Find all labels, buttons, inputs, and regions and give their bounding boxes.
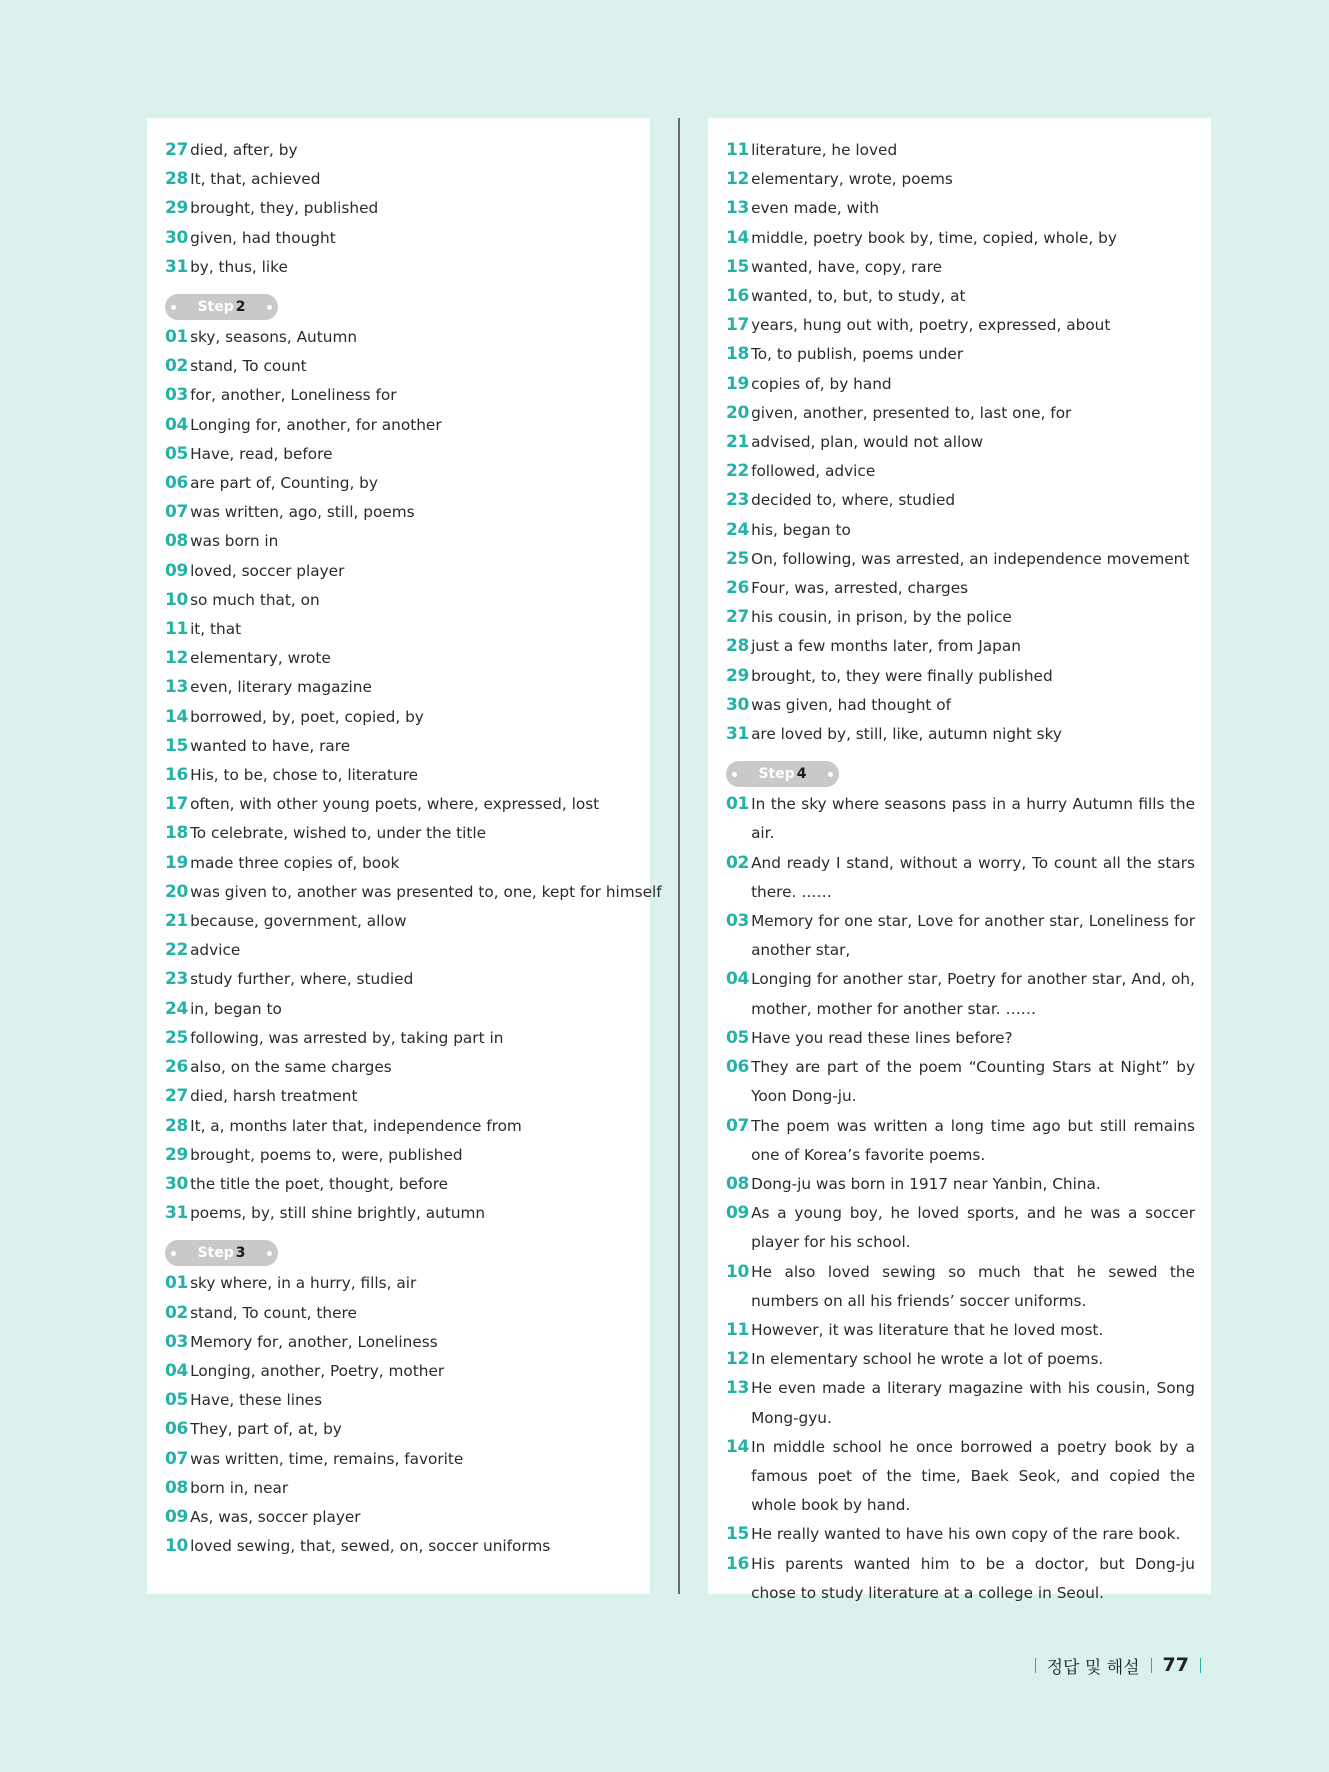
item-answer-text: was written, ago, still, poems bbox=[190, 503, 415, 522]
answer-item bbox=[726, 1053, 1195, 1111]
item-answer-text: elementary, wrote, poems bbox=[751, 170, 953, 189]
answer-item bbox=[726, 1550, 1195, 1608]
item-number: 26 bbox=[165, 1057, 189, 1078]
item-answer-text: To, to publish, poems under bbox=[751, 345, 964, 364]
item-answer-text: also, on the same charges bbox=[190, 1058, 392, 1077]
item-number: 06 bbox=[165, 1419, 189, 1440]
item-answer-text: study further, where, studied bbox=[190, 970, 414, 989]
item-number: 25 bbox=[165, 1027, 189, 1048]
answer-item bbox=[726, 457, 1195, 486]
item-number: 26 bbox=[726, 578, 750, 599]
item-answer-text: was given, had thought of bbox=[751, 695, 952, 714]
answer-item bbox=[165, 936, 632, 965]
item-number: 03 bbox=[726, 911, 750, 932]
item-answer-text: following, was arrested by, taking part in bbox=[190, 1028, 504, 1047]
item-number: 23 bbox=[726, 490, 750, 511]
item-answer-text: His, to be, chose to, literature bbox=[190, 766, 418, 785]
item-number: 14 bbox=[165, 706, 189, 727]
item-number: 15 bbox=[726, 256, 750, 277]
item-answer-text: the title the poet, thought, before bbox=[190, 1174, 449, 1193]
answer-item bbox=[165, 965, 632, 994]
item-number: 27 bbox=[726, 607, 750, 628]
item-number: 10 bbox=[165, 1536, 189, 1557]
item-number: 07 bbox=[726, 1115, 750, 1136]
item-number: 16 bbox=[726, 1553, 750, 1574]
answer-item bbox=[726, 1345, 1195, 1374]
item-number: 15 bbox=[165, 735, 189, 756]
answer-item bbox=[726, 194, 1195, 223]
item-answer-text: Have, these lines bbox=[190, 1391, 323, 1410]
item-answer-text: stand, To count bbox=[190, 357, 307, 376]
item-answer-text: Four, was, arrested, charges bbox=[751, 579, 969, 598]
item-answer-text: sky where, in a hurry, fills, air bbox=[190, 1274, 417, 1293]
item-number: 04 bbox=[165, 414, 189, 435]
answer-item bbox=[165, 1141, 632, 1170]
item-number: 08 bbox=[726, 1173, 750, 1194]
item-number: 18 bbox=[165, 823, 189, 844]
item-answer-text: The poem was written a long time ago but still remains one of Korea’s favorite poems. bbox=[751, 1116, 1195, 1164]
item-number: 09 bbox=[726, 1203, 750, 1224]
answer-item bbox=[165, 253, 632, 282]
item-number: 15 bbox=[726, 1524, 750, 1545]
answer-item bbox=[726, 311, 1195, 340]
item-number: 19 bbox=[165, 852, 189, 873]
answer-item bbox=[726, 1258, 1195, 1316]
item-number: 01 bbox=[726, 794, 750, 815]
answer-item bbox=[165, 1053, 632, 1082]
answer-item bbox=[165, 498, 632, 527]
item-number: 29 bbox=[726, 665, 750, 686]
answer-item bbox=[726, 632, 1195, 661]
answer-item bbox=[165, 1503, 632, 1532]
item-answer-text: because, government, allow bbox=[190, 912, 407, 931]
step3-list bbox=[165, 1269, 632, 1561]
item-number: 20 bbox=[726, 402, 750, 423]
item-number: 24 bbox=[726, 519, 750, 540]
item-answer-text: in, began to bbox=[190, 999, 282, 1018]
item-answer-text: followed, advice bbox=[751, 462, 876, 481]
footer-divider bbox=[1151, 1658, 1152, 1673]
item-answer-text: literature, he loved bbox=[751, 141, 898, 159]
answer-item bbox=[726, 224, 1195, 253]
item-answer-text: just a few months later, from Japan bbox=[751, 637, 1021, 656]
step3-badge bbox=[165, 1240, 278, 1266]
item-answer-text: even, literary magazine bbox=[190, 678, 372, 697]
item-number: 07 bbox=[165, 502, 189, 523]
item-answer-text: made three copies of, book bbox=[190, 853, 400, 872]
answer-item bbox=[165, 1445, 632, 1474]
item-number: 10 bbox=[165, 589, 189, 610]
item-number: 02 bbox=[165, 1302, 189, 1323]
item-answer-text: brought, they, published bbox=[190, 199, 379, 218]
answer-item bbox=[165, 1199, 632, 1228]
answer-item bbox=[726, 1316, 1195, 1345]
answer-item bbox=[726, 399, 1195, 428]
answer-item bbox=[165, 819, 632, 848]
item-answer-text: However, it was literature that he loved most. bbox=[751, 1320, 1104, 1339]
item-answer-text: It, that, achieved bbox=[190, 170, 321, 189]
item-number: 13 bbox=[726, 1378, 750, 1399]
item-answer-text: loved, soccer player bbox=[190, 561, 345, 580]
item-number: 21 bbox=[726, 432, 750, 453]
answer-item bbox=[165, 1532, 632, 1561]
answer-item bbox=[726, 370, 1195, 399]
answer-item bbox=[165, 673, 632, 702]
item-number: 16 bbox=[726, 286, 750, 307]
item-answer-text: are part of, Counting, by bbox=[190, 474, 378, 493]
item-number: 22 bbox=[726, 461, 750, 482]
item-number: 27 bbox=[165, 140, 189, 160]
answer-item bbox=[726, 662, 1195, 691]
item-number: 23 bbox=[165, 969, 189, 990]
answer-item bbox=[165, 352, 632, 381]
item-number: 14 bbox=[726, 227, 750, 248]
item-answer-text: are loved by, still, like, autumn night sky bbox=[751, 725, 1062, 744]
answer-item bbox=[165, 1170, 632, 1199]
step1-continued-list bbox=[165, 136, 632, 282]
item-answer-text: copies of, by hand bbox=[751, 374, 892, 393]
item-answer-text: his, began to bbox=[751, 520, 851, 539]
answer-item bbox=[165, 761, 632, 790]
item-answer-text: wanted, have, copy, rare bbox=[751, 257, 943, 276]
item-answer-text: To celebrate, wished to, under the title bbox=[190, 824, 487, 843]
answer-item bbox=[165, 1082, 632, 1111]
item-number: 01 bbox=[165, 1273, 189, 1294]
answer-item bbox=[165, 440, 632, 469]
answer-item bbox=[165, 381, 632, 410]
item-number: 05 bbox=[165, 1390, 189, 1411]
answer-item bbox=[165, 1357, 632, 1386]
item-answer-text: It, a, months later that, independence from bbox=[190, 1116, 522, 1135]
answer-item bbox=[165, 732, 632, 761]
item-number: 17 bbox=[165, 794, 189, 815]
step4-badge bbox=[726, 761, 839, 787]
item-number: 27 bbox=[165, 1086, 189, 1107]
answer-item bbox=[165, 323, 632, 352]
item-answer-text: As a young boy, he loved sports, and he was a soccer player for his school. bbox=[751, 1204, 1195, 1252]
answer-item bbox=[726, 720, 1195, 749]
answer-item bbox=[726, 136, 1195, 165]
item-answer-text: And ready I stand, without a worry, To count all the stars there. …… bbox=[751, 853, 1195, 901]
item-number: 30 bbox=[165, 227, 189, 248]
item-answer-text: was written, time, remains, favorite bbox=[190, 1449, 464, 1468]
answer-item bbox=[165, 849, 632, 878]
answer-item bbox=[726, 1199, 1195, 1257]
item-number: 18 bbox=[726, 344, 750, 365]
answer-item bbox=[165, 557, 632, 586]
item-number: 21 bbox=[165, 911, 189, 932]
answer-item bbox=[165, 165, 632, 194]
answer-item bbox=[165, 1386, 632, 1415]
item-number: 03 bbox=[165, 1331, 189, 1352]
item-answer-text: Dong-ju was born in 1917 near Yanbin, China. bbox=[751, 1174, 1101, 1193]
step-number: 3 bbox=[235, 1245, 246, 1262]
item-answer-text: loved sewing, that, sewed, on, soccer uniforms bbox=[190, 1537, 551, 1556]
answer-item bbox=[165, 224, 632, 253]
item-number: 25 bbox=[726, 548, 750, 569]
step-label: Step bbox=[758, 766, 795, 783]
answer-item bbox=[165, 907, 632, 936]
item-number: 06 bbox=[726, 1057, 750, 1078]
item-number: 28 bbox=[165, 169, 189, 190]
answer-item bbox=[726, 691, 1195, 720]
item-answer-text: wanted to have, rare bbox=[190, 736, 351, 755]
answer-item bbox=[726, 1170, 1195, 1199]
page-footer bbox=[1024, 1652, 1212, 1678]
item-number: 05 bbox=[726, 1027, 750, 1048]
item-number: 06 bbox=[165, 473, 189, 494]
item-number: 08 bbox=[165, 531, 189, 552]
item-answer-text: for, another, Loneliness for bbox=[190, 386, 397, 405]
answer-item bbox=[165, 586, 632, 615]
item-number: 29 bbox=[165, 1144, 189, 1165]
item-number: 10 bbox=[726, 1261, 750, 1282]
item-answer-text: by, thus, like bbox=[190, 257, 288, 276]
answer-item bbox=[726, 253, 1195, 282]
item-answer-text: They, part of, at, by bbox=[190, 1420, 342, 1439]
item-number: 12 bbox=[165, 648, 189, 669]
item-answer-text: so much that, on bbox=[190, 590, 320, 609]
item-number: 07 bbox=[165, 1448, 189, 1469]
footer-section-title: 정답 및 해설 bbox=[1046, 1657, 1140, 1678]
answer-item bbox=[726, 340, 1195, 369]
item-answer-text: He also loved sewing so much that he sewed the numbers on all his friends’ soccer uniforms. bbox=[751, 1262, 1195, 1310]
item-answer-text: Have you read these lines before? bbox=[751, 1028, 1013, 1047]
item-answer-text: Longing, another, Poetry, mother bbox=[190, 1361, 445, 1380]
item-answer-text: He even made a literary magazine with his cousin, Song Mong-gyu. bbox=[751, 1379, 1195, 1427]
step-label: Step bbox=[197, 299, 234, 316]
item-answer-text: was born in bbox=[190, 532, 279, 551]
answer-item bbox=[165, 1269, 632, 1298]
item-answer-text: even made, with bbox=[751, 199, 880, 218]
item-answer-text: Memory for, another, Loneliness bbox=[190, 1332, 438, 1351]
answer-item bbox=[726, 1112, 1195, 1170]
item-number: 19 bbox=[726, 373, 750, 394]
answer-item bbox=[726, 1374, 1195, 1432]
answer-item bbox=[165, 411, 632, 440]
item-number: 13 bbox=[726, 198, 750, 219]
item-answer-text: was given to, another was presented to, one, kept for himself bbox=[190, 882, 662, 901]
item-number: 31 bbox=[165, 256, 189, 277]
item-answer-text: His parents wanted him to be a doctor, but Dong-ju chose to study literature at a college in Seoul. bbox=[751, 1554, 1195, 1602]
footer-divider bbox=[1200, 1658, 1201, 1673]
item-answer-text: As, was, soccer player bbox=[190, 1507, 361, 1526]
item-answer-text: born in, near bbox=[190, 1478, 289, 1497]
item-answer-text: They are part of the poem “Counting Stars at Night” by Yoon Dong-ju. bbox=[751, 1058, 1195, 1106]
step2-badge bbox=[165, 294, 278, 320]
right-column bbox=[708, 118, 1211, 1602]
answer-item bbox=[726, 428, 1195, 457]
item-answer-text: died, after, by bbox=[190, 141, 298, 159]
item-answer-text: stand, To count, there bbox=[190, 1303, 357, 1322]
item-number: 11 bbox=[726, 140, 750, 160]
item-answer-text: In the sky where seasons pass in a hurry Autumn fills the air. bbox=[751, 795, 1195, 843]
item-number: 02 bbox=[726, 852, 750, 873]
item-answer-text: his cousin, in prison, by the police bbox=[751, 608, 1012, 627]
answer-item bbox=[726, 574, 1195, 603]
item-answer-text: died, harsh treatment bbox=[190, 1087, 358, 1106]
step2-list bbox=[165, 323, 662, 1228]
item-answer-text: elementary, wrote bbox=[190, 649, 331, 668]
item-number: 09 bbox=[165, 1506, 189, 1527]
answer-item bbox=[726, 907, 1195, 965]
item-answer-text: often, with other young poets, where, expressed, lost bbox=[190, 795, 600, 814]
item-number: 11 bbox=[726, 1319, 750, 1340]
answer-item bbox=[165, 878, 662, 907]
answer-item bbox=[726, 849, 1195, 907]
item-number: 30 bbox=[165, 1173, 189, 1194]
item-number: 09 bbox=[165, 560, 189, 581]
item-number: 12 bbox=[726, 169, 750, 190]
item-answer-text: advice bbox=[190, 941, 241, 960]
item-answer-text: decided to, where, studied bbox=[751, 491, 956, 510]
item-answer-text: years, hung out with, poetry, expressed, about bbox=[751, 316, 1111, 335]
page-number: 77 bbox=[1162, 1654, 1189, 1676]
item-answer-text: Have, read, before bbox=[190, 444, 333, 463]
item-number: 01 bbox=[165, 327, 189, 348]
answer-item bbox=[165, 1024, 632, 1053]
item-answer-text: sky, seasons, Autumn bbox=[190, 328, 358, 347]
item-number: 08 bbox=[165, 1477, 189, 1498]
pill-dot-icon bbox=[267, 305, 272, 310]
pill-dot-icon bbox=[171, 1251, 176, 1256]
item-number: 31 bbox=[726, 724, 750, 745]
answer-item bbox=[726, 545, 1195, 574]
footer-divider bbox=[1035, 1658, 1036, 1673]
answer-item bbox=[165, 1299, 632, 1328]
answer-item bbox=[726, 282, 1195, 311]
item-number: 16 bbox=[165, 765, 189, 786]
item-answer-text: On, following, was arrested, an independence movement bbox=[751, 549, 1190, 568]
answer-item bbox=[165, 1328, 632, 1357]
item-number: 14 bbox=[726, 1436, 750, 1457]
pill-dot-icon bbox=[828, 772, 833, 777]
item-answer-text: given, another, presented to, last one, for bbox=[751, 403, 1072, 422]
answer-item bbox=[726, 1520, 1195, 1549]
answer-item bbox=[165, 1415, 632, 1444]
step3-continued-list bbox=[726, 136, 1195, 749]
item-number: 04 bbox=[165, 1360, 189, 1381]
item-answer-text: middle, poetry book by, time, copied, whole, by bbox=[751, 228, 1117, 247]
item-answer-text: it, that bbox=[190, 620, 242, 639]
answer-item bbox=[165, 995, 632, 1024]
answer-item bbox=[165, 136, 632, 165]
item-answer-text: He really wanted to have his own copy of the rare book. bbox=[751, 1525, 1181, 1544]
item-number: 22 bbox=[165, 940, 189, 961]
item-answer-text: borrowed, by, poet, copied, by bbox=[190, 707, 424, 726]
step-number: 4 bbox=[796, 766, 807, 783]
step-label: Step bbox=[197, 1245, 234, 1262]
item-number: 28 bbox=[726, 636, 750, 657]
item-answer-text: advised, plan, would not allow bbox=[751, 433, 984, 452]
answer-item bbox=[726, 790, 1195, 848]
step-number: 2 bbox=[235, 299, 246, 316]
item-answer-text: In elementary school he wrote a lot of poems. bbox=[751, 1350, 1104, 1369]
pill-dot-icon bbox=[171, 305, 176, 310]
item-answer-text: given, had thought bbox=[190, 228, 336, 247]
item-answer-text: brought, to, they were finally published bbox=[751, 666, 1053, 685]
answer-item bbox=[165, 469, 632, 498]
pill-dot-icon bbox=[732, 772, 737, 777]
item-number: 30 bbox=[726, 694, 750, 715]
item-number: 29 bbox=[165, 198, 189, 219]
pill-dot-icon bbox=[267, 1251, 272, 1256]
answer-item bbox=[165, 790, 632, 819]
item-number: 13 bbox=[165, 677, 189, 698]
answer-item bbox=[726, 965, 1195, 1023]
item-answer-text: wanted, to, but, to study, at bbox=[751, 287, 966, 306]
item-number: 02 bbox=[165, 356, 189, 377]
item-answer-text: Longing for another star, Poetry for another star, And, oh, mother, mother for another star. …… bbox=[751, 970, 1195, 1018]
item-answer-text: poems, by, still shine brightly, autumn bbox=[190, 1204, 486, 1223]
item-answer-text: Memory for one star, Love for another star, Loneliness for another star, bbox=[751, 912, 1195, 960]
answer-item bbox=[165, 194, 632, 223]
item-number: 20 bbox=[165, 881, 189, 902]
answer-item bbox=[165, 1112, 632, 1141]
answer-item bbox=[726, 603, 1195, 632]
item-number: 11 bbox=[165, 619, 189, 640]
step4-list bbox=[726, 790, 1195, 1608]
item-number: 31 bbox=[165, 1203, 189, 1224]
answer-item bbox=[165, 703, 632, 732]
answer-item bbox=[726, 516, 1195, 545]
left-column bbox=[147, 118, 662, 1594]
item-number: 24 bbox=[165, 998, 189, 1019]
item-number: 04 bbox=[726, 969, 750, 990]
answer-item bbox=[165, 1474, 632, 1503]
answer-item bbox=[165, 644, 632, 673]
item-answer-text: Longing for, another, for another bbox=[190, 415, 442, 434]
item-number: 12 bbox=[726, 1349, 750, 1370]
answer-item bbox=[165, 527, 632, 556]
answer-item bbox=[726, 1024, 1195, 1053]
item-answer-text: In middle school he once borrowed a poetry book by a famous poet of the time, Baek Seok, and copied the whole book by hand. bbox=[751, 1437, 1195, 1515]
item-number: 28 bbox=[165, 1115, 189, 1136]
item-number: 05 bbox=[165, 443, 189, 464]
item-answer-text: brought, poems to, were, published bbox=[190, 1145, 463, 1164]
item-number: 17 bbox=[726, 315, 750, 336]
column-divider bbox=[678, 118, 680, 1594]
answer-item bbox=[726, 486, 1195, 515]
answer-item bbox=[165, 615, 632, 644]
answer-item bbox=[726, 165, 1195, 194]
item-number: 03 bbox=[165, 385, 189, 406]
answer-item bbox=[726, 1433, 1195, 1521]
